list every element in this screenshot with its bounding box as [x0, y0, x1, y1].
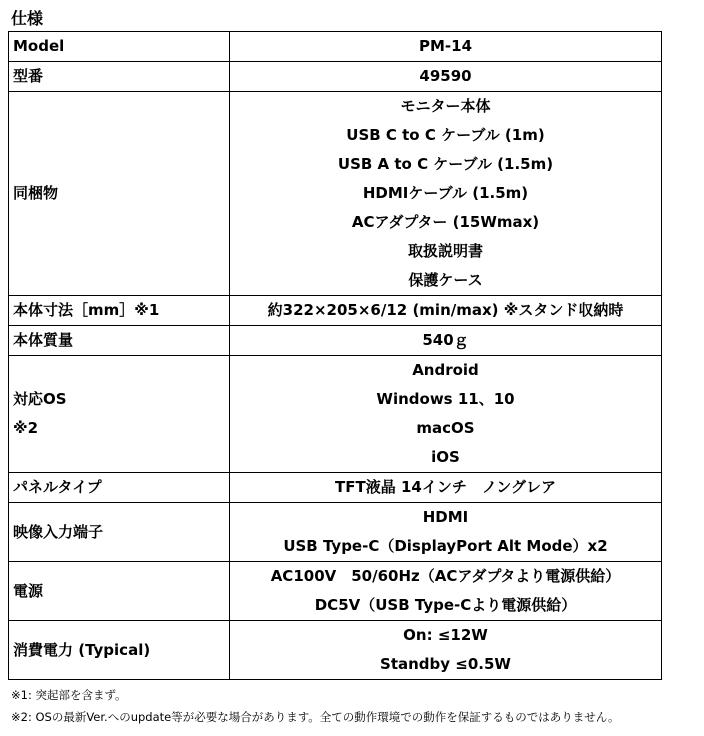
spec-value: 取扱説明書	[407, 242, 483, 260]
spec-row	[9, 503, 662, 562]
spec-value-cell	[230, 473, 662, 503]
spec-value: PM-14	[418, 37, 473, 55]
spec-label-cell	[9, 503, 230, 562]
spec-row	[9, 296, 662, 326]
spec-label-cell	[9, 562, 230, 621]
spec-row	[9, 92, 662, 296]
spec-value: DC5V（USB Type-Cより電源供給）	[314, 596, 577, 614]
spec-label: 本体寸法［mm］※1	[13, 301, 160, 319]
spec-label: 電源	[13, 581, 44, 600]
spec-value: 約322×205×6/12 (min/max) ※スタンド収納時	[267, 301, 624, 319]
spec-label: パネルタイプ	[13, 478, 102, 496]
spec-value: ACアダプター (15Wmax)	[351, 213, 540, 231]
spec-label: ※2	[13, 419, 39, 437]
spec-label-cell	[9, 32, 230, 62]
spec-label-cell	[9, 92, 230, 296]
spec-value: Android	[412, 361, 479, 379]
spec-label: 対応OS	[13, 390, 67, 408]
spec-value: Windows 11、10	[376, 390, 515, 408]
spec-row	[9, 62, 662, 92]
spec-value-cell	[230, 562, 662, 621]
spec-row	[9, 32, 662, 62]
spec-value-cell	[230, 326, 662, 356]
spec-value: Standby ≤0.5W	[380, 655, 511, 673]
spec-label: Model	[13, 37, 65, 55]
spec-label: 型番	[13, 67, 44, 85]
spec-row	[9, 473, 662, 503]
spec-value: 49590	[419, 67, 472, 85]
spec-label-cell	[9, 473, 230, 503]
spec-value: AC100V 50/60Hz（ACアダプタより電源供給）	[270, 567, 621, 585]
spec-table	[8, 31, 662, 680]
footnote: ※1: 突起部を含まず。	[11, 688, 127, 702]
spec-value-cell	[230, 621, 662, 680]
spec-value-cell	[230, 92, 662, 296]
spec-value: 保護ケース	[408, 271, 483, 289]
spec-value: iOS	[431, 448, 460, 466]
spec-value: HDMI	[422, 508, 469, 526]
spec-label: 本体質量	[13, 331, 74, 349]
spec-value: モニター本体	[400, 97, 491, 115]
spec-row	[9, 326, 662, 356]
spec-row	[9, 356, 662, 473]
page-title: 仕様	[11, 9, 44, 28]
spec-label-cell	[9, 621, 230, 680]
spec-value-cell	[230, 62, 662, 92]
spec-label-cell	[9, 326, 230, 356]
spec-value: USB C to C ケーブル (1m)	[346, 126, 545, 144]
spec-label: 消費電力 (Typical)	[13, 640, 151, 659]
spec-value: TFT液晶 14インチ ノングレア	[335, 478, 556, 496]
spec-value-cell	[230, 296, 662, 326]
spec-value: On: ≤12W	[403, 626, 488, 644]
spec-value: macOS	[416, 419, 475, 437]
spec-row	[9, 562, 662, 621]
spec-value: USB A to C ケーブル (1.5m)	[337, 155, 554, 173]
spec-row	[9, 621, 662, 680]
spec-value-cell	[230, 356, 662, 473]
spec-label: 同梱物	[13, 184, 59, 202]
spec-value: 540ｇ	[422, 331, 469, 349]
spec-value: HDMIケーブル (1.5m)	[362, 184, 529, 202]
spec-label-cell	[9, 62, 230, 92]
spec-label: 映像入力端子	[13, 522, 104, 541]
spec-label-cell	[9, 356, 230, 473]
spec-value-cell	[230, 32, 662, 62]
spec-value: USB Type-C（DisplayPort Alt Mode）x2	[283, 537, 608, 555]
footnote: ※2: OSの最新Ver.へのupdate等が必要な場合があります。全ての動作環境での動作を保証するものではありません。	[11, 710, 620, 724]
spec-label-cell	[9, 296, 230, 326]
spec-value-cell	[230, 503, 662, 562]
footnotes	[11, 684, 620, 728]
